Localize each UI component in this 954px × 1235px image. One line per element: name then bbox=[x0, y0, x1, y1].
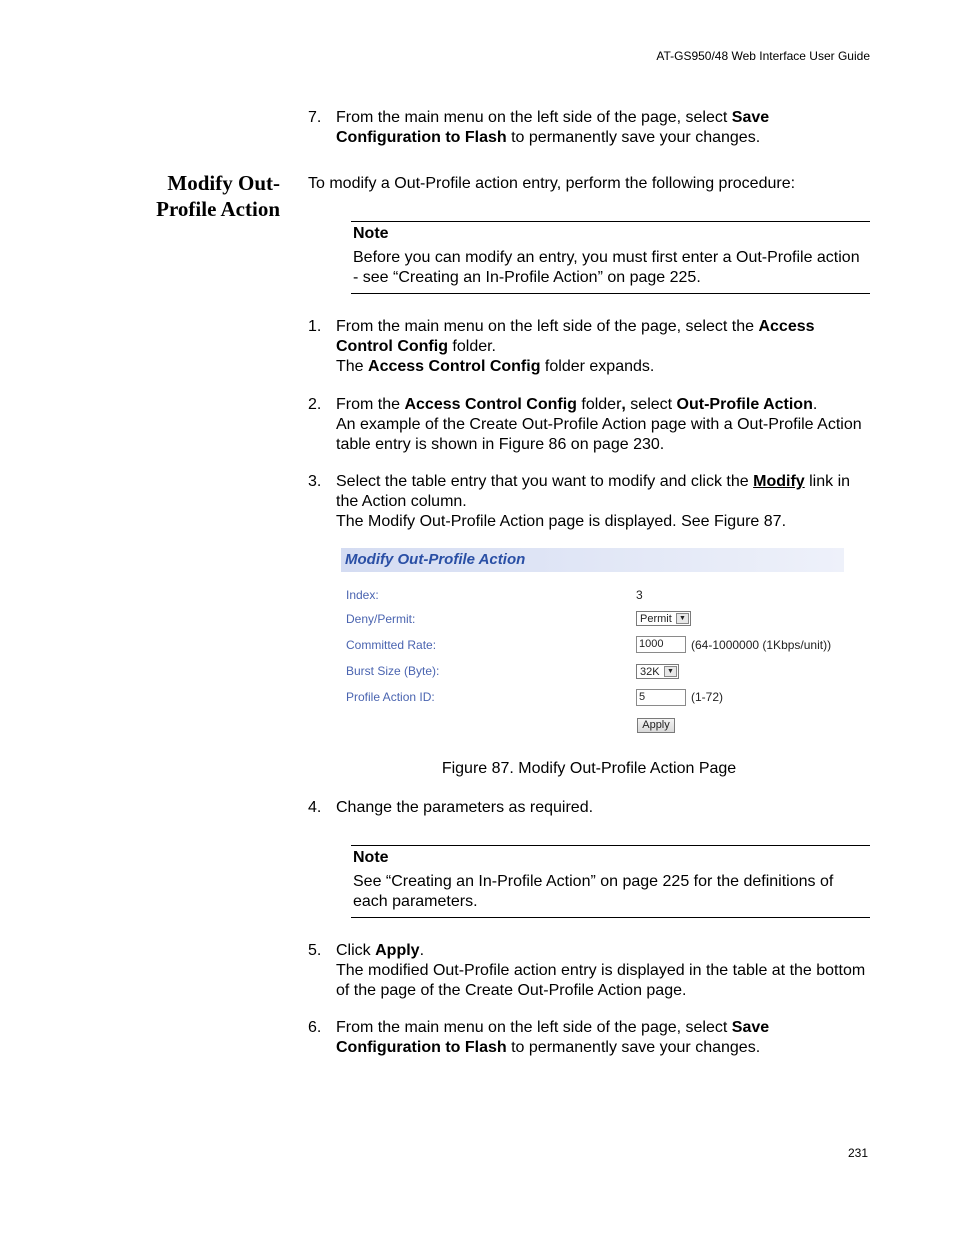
intro-paragraph: To modify a Out-Profile action entry, perform the following procedure: bbox=[308, 175, 796, 192]
figure-page-title: Modify Out-Profile Action bbox=[341, 548, 844, 572]
committed-rate-label: Committed Rate: bbox=[346, 638, 437, 652]
modify-out-profile-screenshot bbox=[341, 548, 845, 738]
step-7: 7. From the main menu on the left side of the page, select Save Configuration to Flash to permanently save your changes. bbox=[308, 109, 770, 146]
step-2: 2. From the Access Control Config folder, select Out-Profile Action. An example of the Create Out-Profile Action page with a Out-Profile Action table entry is shown in Figure 86 on page 230. bbox=[308, 396, 862, 453]
note-title: Note bbox=[353, 849, 389, 866]
chevron-down-icon: ▼ bbox=[676, 613, 689, 624]
modify-link: Modify bbox=[753, 473, 805, 490]
step-number: 7. bbox=[308, 109, 322, 126]
note-title: Note bbox=[353, 225, 389, 242]
note-box bbox=[351, 221, 870, 294]
note-text: See “Creating an In-Profile Action” on page 225 for the definitions of each parameters. bbox=[353, 873, 834, 910]
index-value: 3 bbox=[636, 588, 643, 602]
profile-action-id-label: Profile Action ID: bbox=[346, 690, 435, 704]
profile-action-id-hint: (1-72) bbox=[691, 690, 724, 704]
section-heading: Modify Out- Profile Action bbox=[156, 171, 280, 221]
running-header: AT-GS950/48 Web Interface User Guide bbox=[656, 49, 870, 63]
committed-rate-input[interactable]: 1000 bbox=[636, 636, 686, 653]
step-number: 5. bbox=[308, 942, 322, 959]
menu-item-save-config: Save Configuration to Flash bbox=[336, 109, 770, 146]
index-label: Index: bbox=[346, 588, 379, 602]
step-number: 2. bbox=[308, 396, 322, 413]
step-5: 5. Click Apply. The modified Out-Profile action entry is displayed in the table at the bottom of the page of the Create Out-Profile Action page. bbox=[308, 942, 866, 999]
chevron-down-icon: ▼ bbox=[664, 666, 677, 677]
step-number: 3. bbox=[308, 473, 322, 490]
note-box bbox=[351, 845, 870, 918]
profile-action-id-input[interactable]: 5 bbox=[636, 689, 686, 706]
burst-size-label: Burst Size (Byte): bbox=[346, 664, 440, 678]
burst-size-select[interactable]: 32K ▼ bbox=[636, 664, 679, 679]
step-6: 6. From the main menu on the left side of the page, select Save Configuration to Flash to permanently save your changes. bbox=[308, 1019, 770, 1056]
note-text: Before you can modify an entry, you must first enter a Out-Profile action - see “Creating an In-Profile Action” on page 225. bbox=[353, 249, 860, 286]
apply-button[interactable]: Apply bbox=[637, 718, 675, 733]
step-number: 6. bbox=[308, 1019, 322, 1036]
step-number: 4. bbox=[308, 799, 322, 816]
page-number: 231 bbox=[847, 1146, 868, 1160]
step-4: 4. Change the parameters as required. bbox=[308, 799, 594, 816]
deny-permit-select[interactable]: Permit ▼ bbox=[636, 611, 691, 626]
figure-caption: Figure 87. Modify Out-Profile Action Page bbox=[441, 760, 737, 777]
committed-rate-hint: (64-1000000 (1Kbps/unit)) bbox=[691, 638, 832, 652]
step-3: 3. Select the table entry that you want to modify and click the Modify link in the Action column. The Modify Out-Profile Action page is displayed. See Figure 87. bbox=[308, 473, 851, 530]
deny-permit-label: Deny/Permit: bbox=[346, 612, 416, 626]
step-number: 1. bbox=[308, 318, 322, 335]
step-1: 1. From the main menu on the left side of the page, select the Access Control Config folder. The Access Control Config folder expands. bbox=[308, 318, 815, 375]
